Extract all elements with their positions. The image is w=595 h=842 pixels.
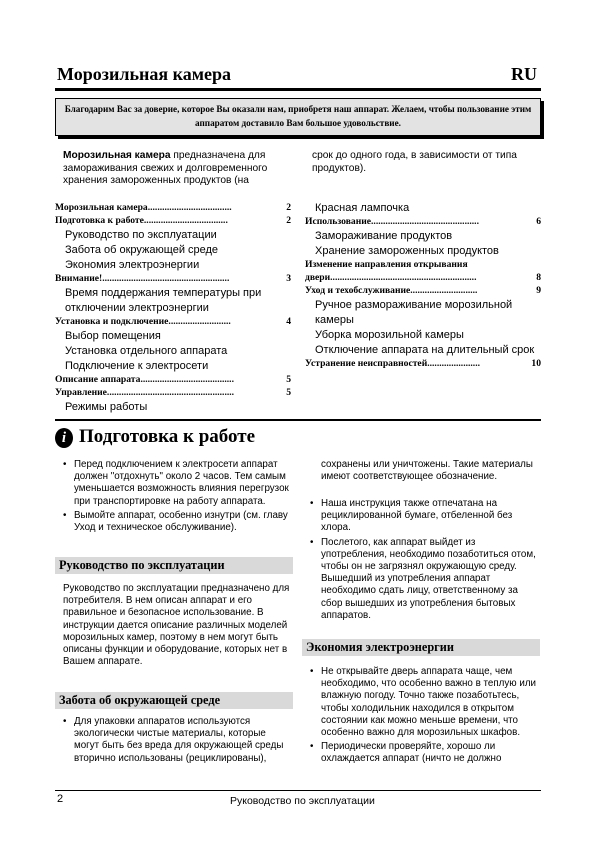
env-heading: Забота об окружающей среде <box>55 692 293 709</box>
toc-item-page: 4 <box>286 316 291 327</box>
footer-rule <box>55 790 541 791</box>
toc-item-dots: ..................................................... <box>102 273 230 284</box>
toc-left <box>55 202 291 415</box>
toc-subitem: Ручное размораживание морозильной камеры <box>315 299 513 326</box>
toc-item-page: 6 <box>536 216 541 227</box>
toc-item-dots: ............................ <box>410 285 478 296</box>
toc-item-label: Управление <box>55 387 107 398</box>
toc-item-dots: ....................................... <box>140 374 234 385</box>
header-rule <box>55 88 541 91</box>
bullet-item: • Послетого, как аппарат выйдет из употребления, необходимо позаботиться отом, чтобы он не загрязнял окружающую среду. Вышедший из употребления аппарат необходимо сдать лицу, ответственному за сбор вышедших из употребления бытовых аппаратов. <box>310 537 542 622</box>
toc-item-label: двери <box>305 272 331 283</box>
toc-item <box>55 202 291 215</box>
language-label: RU <box>511 64 537 84</box>
toc-subitem: Выбор помещения <box>65 330 161 342</box>
toc-subitem: Красная лампочка <box>315 202 410 214</box>
toc-item-dots: ............................................................. <box>330 272 477 283</box>
bullet-item: • Для упаковки аппаратов используются экологически чистые материалы, которые могут быть без вреда для окружающей среды вторично использованы (рециклированы), <box>63 716 293 765</box>
toc-item-page: 5 <box>286 387 291 398</box>
toc-item-label: Морозильная камера <box>55 202 148 213</box>
toc-item <box>305 285 541 298</box>
page-number: 2 <box>57 793 64 805</box>
info-icon: i <box>55 428 73 448</box>
toc-subitem: Подключение к электросети <box>65 360 209 372</box>
toc-right <box>305 201 541 371</box>
bullet-item: • Перед подключением к электросети аппарат должен "отдохнуть" около 2 часов. Тем самым уменьшается возможность влияния перегрузок при транспортировке на работу аппарата. <box>63 459 293 508</box>
env-bullets <box>63 716 293 767</box>
toc-item-page: 8 <box>536 272 541 283</box>
toc-item <box>55 273 291 286</box>
prep-bullets <box>63 459 293 536</box>
thanks-box: Благодарим Вас за доверие, которое Вы оказали нам, приобретя наш аппарат. Желаем, чтобы пользование этим аппаратом доставило Вам большое удовольствие. <box>55 98 541 136</box>
intro-bold: Морозильная камера <box>63 150 171 161</box>
bullet-item: • Периодически проверяйте, хорошо ли охлаждается аппарат (ничто не должно <box>310 741 542 765</box>
intro-text-left <box>63 150 291 188</box>
toc-subitem: Режимы работы <box>65 401 148 413</box>
toc-subitem: Время поддержания температуры при отключении электроэнергии <box>65 287 262 314</box>
toc-item-page: 3 <box>286 273 291 284</box>
section-title: Подготовка к работе <box>79 426 256 447</box>
page-title: Морозильная камера <box>57 64 231 84</box>
toc-item-label: Использование <box>305 216 372 227</box>
toc-item-dots: ..................................................... <box>106 387 235 398</box>
bullet-item: • Не открывайте дверь аппарата чаще, чем необходимо, что особенно важно в теплую или влажную погоду. Точно также позаботьтесь, чтобы холодильник находился в открытом состоянии как можно меньше времени, что особенно важно для морозильных шкафов. <box>310 666 542 739</box>
toc-item-label: Подготовка к работе <box>55 215 144 226</box>
toc-subitem: Уборка морозильной камеры <box>315 329 464 341</box>
toc-item <box>305 216 541 229</box>
toc-item <box>55 374 291 387</box>
cont-text: сохранены или уничтожены. Такие материалы имеют соответствующее обозначение. <box>321 459 533 483</box>
toc-item-page: 2 <box>286 215 291 226</box>
toc-subitem: Экономия электроэнергии <box>65 259 200 271</box>
intro-text-right: срок до одного года, в зависимости от типа продуктов). <box>312 150 517 174</box>
toc-item-dots: ............................................. <box>371 216 479 227</box>
bullet-item: • Вымойте аппарат, особенно изнутри (см. главу Уход и техническое обслуживание). <box>63 510 293 534</box>
manual-text: Руководство по эксплуатации предназначено для потребителя. В нем описан аппарат и его правильное и безопасное использование. В инструкции дается описание различных моделей морозильных камер, поэтому в нем могут быть описаны функции и оборудование, которых нет в Вашем аппарате. <box>63 583 290 668</box>
toc-item <box>55 215 291 228</box>
section-rule <box>55 419 541 421</box>
toc-item-dots: ................................... <box>147 202 232 213</box>
intro-rest: предназначена для замораживания свежих и долговременного хранения замороженных продуктов (на <box>63 150 268 186</box>
toc-subitem: Отключение аппарата на длительный срок <box>315 344 535 356</box>
toc-item <box>305 358 541 371</box>
toc-item-page: 2 <box>286 202 291 213</box>
toc-item-page: 9 <box>536 285 541 296</box>
toc-item-dots: .......................... <box>168 316 231 327</box>
toc-subitem: Установка отдельного аппарата <box>65 345 228 357</box>
toc-subitem: Замораживание продуктов <box>315 230 453 242</box>
manual-heading: Руководство по эксплуатации <box>55 557 293 574</box>
toc-item <box>305 259 541 272</box>
bullet-item: • Наша инструкция также отпечатана на рециклированной бумаге, отбеленной без хлора. <box>310 498 542 535</box>
toc-item <box>305 272 541 285</box>
toc-item-label: Установка и подключение <box>55 316 169 327</box>
toc-item-label: Описание аппарата <box>55 374 141 385</box>
eco-heading: Экономия электроэнергии <box>302 639 540 656</box>
toc-item-label: Устранение неисправностей <box>305 358 428 369</box>
footer-text: Руководство по эксплуатации <box>230 795 375 807</box>
toc-item-label: Уход и техобслуживание <box>305 285 411 296</box>
toc-item-dots: ................................... <box>143 215 228 226</box>
toc-item-dots: ...................... <box>427 358 480 369</box>
toc-subitem: Руководство по эксплуатации <box>65 229 217 241</box>
toc-item-page: 10 <box>531 358 541 369</box>
toc-item-page: 5 <box>286 374 291 385</box>
toc-item <box>55 316 291 329</box>
toc-subitem: Забота об окружающей среде <box>65 244 219 256</box>
toc-item-dots <box>468 259 541 272</box>
toc-item <box>55 387 291 400</box>
toc-subitem: Хранение замороженных продуктов <box>315 245 499 257</box>
right-bullets <box>310 498 542 624</box>
eco-bullets <box>310 666 542 768</box>
toc-item-label: Внимание! <box>55 273 103 284</box>
toc-item-label: Изменение направления открывания <box>305 259 468 270</box>
